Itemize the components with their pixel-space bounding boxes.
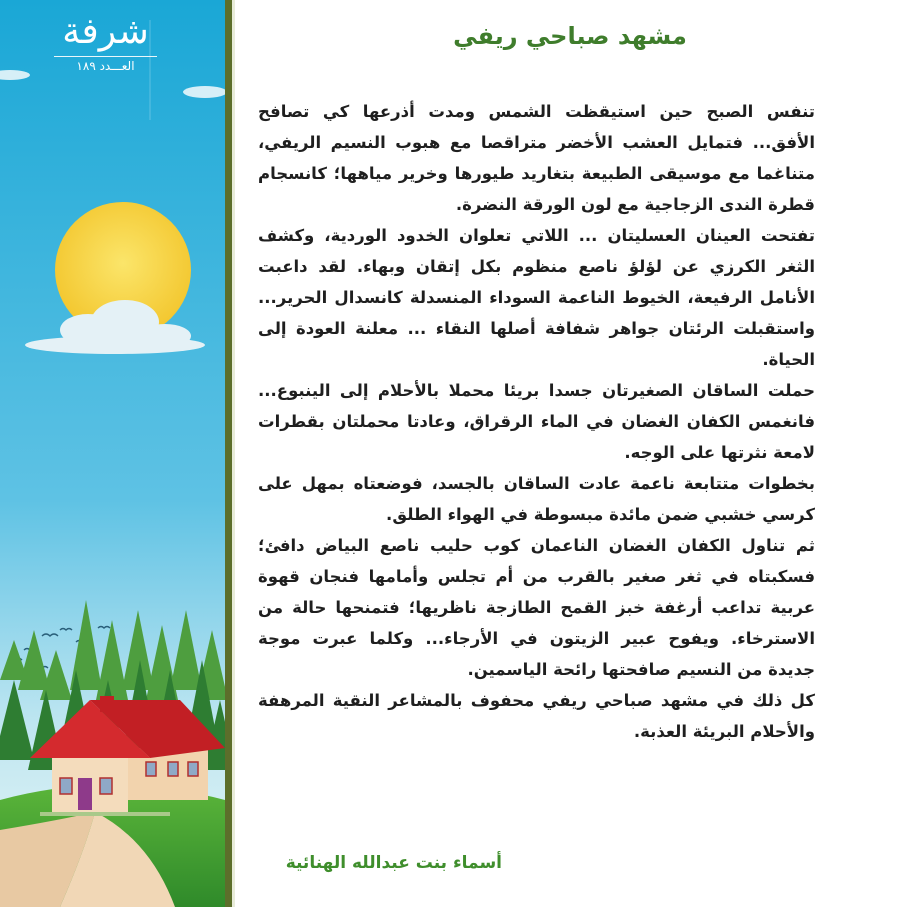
article-body bbox=[258, 96, 815, 747]
article-paragraph: بخطوات متتابعة ناعمة عادت الساقان بالجسد، فوضعتاه بمهل على كرسي خشبي ضمن مائدة مبسوطة في الهواء الطلق. bbox=[258, 474, 815, 524]
article-paragraph: تنفس الصبح حين استيقظت الشمس ومدت أذرعها كي تصافح الأفق... فتمايل العشب الأخضر متراقصا مع هبوب النسيم الريفي، متناغما مع موسيقى الطبيعة بتغاريد طيورها وخرير مياهها؛ كانسجام قطرة الندى الزجاجية مع لون الورقة النضرة. bbox=[258, 102, 815, 214]
author-name: أسماء بنت عبدالله الهنائية bbox=[285, 853, 502, 873]
sidebar-illustration bbox=[0, 0, 225, 907]
magazine-logo bbox=[48, 12, 163, 73]
sidebar-divider-inner bbox=[232, 0, 235, 907]
sidebar-divider bbox=[225, 0, 232, 907]
magazine-name: شرفة bbox=[62, 11, 149, 52]
article-paragraph: كل ذلك في مشهد صباحي ريفي محفوف بالمشاعر النقية المرهفة والأحلام البريئة العذبة. bbox=[258, 691, 815, 741]
issue-number: العـــدد ١٨٩ bbox=[76, 58, 135, 73]
article-paragraph: تفتحت العينان العسليتان ... اللاتي تعلوان الخدود الوردية، وكشف الثغر الكرزي عن لؤلؤ ناصع منظوم بكل إتقان وبهاء. لقد داعبت الأنامل الرفيعة، الخيوط الناعمة السوداء المنسدلة كانسدال الحرير... واستقبلت الرئتان جواهر شفافة أصلها النقاء ... معلنة العودة إلى الحياة. bbox=[258, 226, 815, 369]
article-paragraph: ثم تناول الكفان الغضان الناعمان كوب حليب ناصع البياض دافئ؛ فسكبتاه في ثغر صغير بالقرب من أم تجلس وأمامها فنجان قهوة عربية تداعب أرغفة خبز القمح الطازجة ناظريها؛ فتمنحها حالة من الاسترخاء. ويفوح عبير الزيتون في الأرجاء... وكلما عبرت موجة جديدة من النسيم صافحتها رائحة الياسمين. bbox=[258, 536, 815, 679]
article-paragraph: حملت الساقان الصغيرتان جسدا بريئا محملا بالأحلام إلى الينبوع... فانغمس الكفان الغضان في الماء الرقراق، وعادتا محملتان بقطرات لامعة نثرتها على الوجه. bbox=[258, 381, 815, 462]
article-title: مشهد صباحي ريفي bbox=[453, 22, 687, 50]
rural-scene-illustration bbox=[0, 0, 225, 907]
logo-divider bbox=[54, 56, 157, 57]
